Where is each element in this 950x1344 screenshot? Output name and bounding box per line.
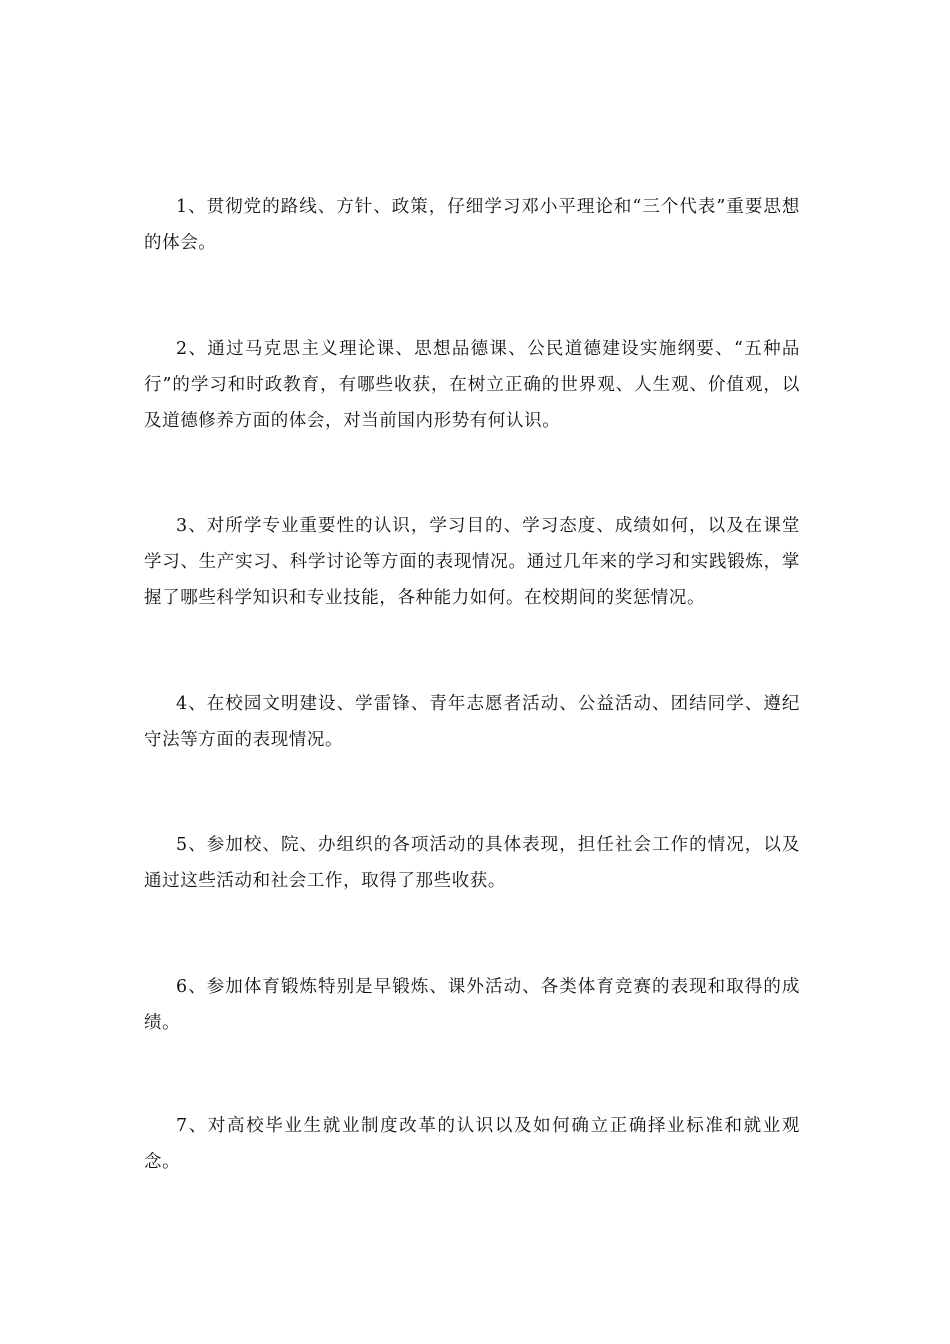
list-item: 6、参加体育锻炼特别是早锻炼、课外活动、各类体育竞赛的表现和取得的成绩。 — [144, 977, 800, 1033]
list-item: 1、贯彻党的路线、方针、政策，仔细学习邓小平理论和“三个代表”重要思想的体会。 — [144, 197, 800, 253]
list-item: 3、对所学专业重要性的认识，学习目的、学习态度、成绩如何，以及在课堂学习、生产实习、科学讨论等方面的表现情况。通过几年来的学习和实践锻炼，掌握了哪些科学知识和专业技能，各种能力如何。在校期间的奖惩情况。 — [144, 516, 800, 608]
list-item: 4、在校园文明建设、学雷锋、青年志愿者活动、公益活动、团结同学、遵纪守法等方面的表现情况。 — [144, 694, 800, 750]
list-item: 2、通过马克思主义理论课、思想品德课、公民道德建设实施纲要、“五种品行”的学习和时政教育，有哪些收获，在树立正确的世界观、人生观、价值观，以及道德修养方面的体会，对当前国内形势有何认识。 — [144, 339, 800, 431]
list-item: 5、参加校、院、办组织的各项活动的具体表现，担任社会工作的情况，以及通过这些活动和社会工作，取得了那些收获。 — [144, 835, 800, 891]
list-item: 7、对高校毕业生就业制度改革的认识以及如何确立正确择业标准和就业观念。 — [144, 1116, 800, 1172]
